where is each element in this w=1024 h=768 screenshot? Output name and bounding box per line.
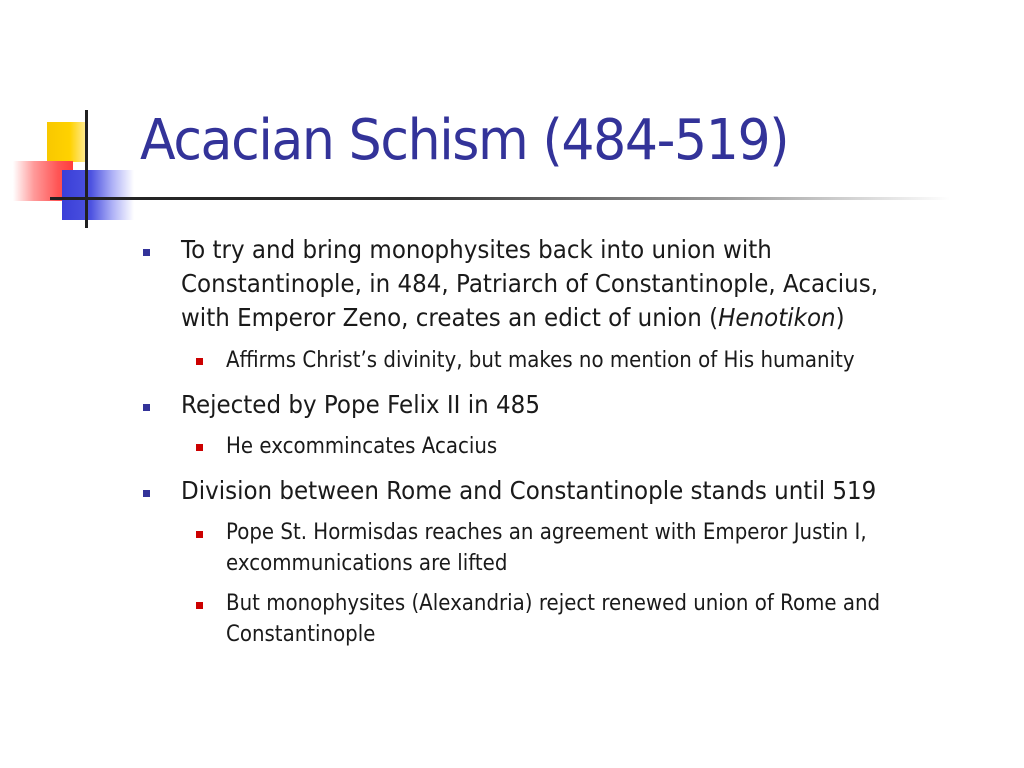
sub-bullet-square-icon [196, 531, 203, 538]
sub-bullet-square-icon [196, 602, 203, 609]
sub-bullet-square-icon [196, 444, 203, 451]
henotikon-term: Henotikon [718, 303, 836, 332]
bullet-1-line-3-close: ) [835, 303, 845, 332]
bullet-square-icon [143, 490, 150, 497]
bullet-1-line-3-text: with Emperor Zeno, creates an edict of union ( [181, 303, 719, 332]
bullet-1-line-3 [181, 301, 845, 335]
bullet-1-line-2: Constantinople, in 484, Patriarch of Constantinople, Acacius, [181, 269, 879, 298]
bullet-square-icon [143, 249, 150, 256]
bullet-3-line-1: Division between Rome and Constantinople stands until 519 [181, 476, 877, 505]
slide-title: Acacian Schism (484-519) [140, 108, 789, 173]
bullet-1-sub-1: Affirms Christ’s divinity, but makes no mention of His humanity [226, 348, 855, 373]
bullet-2-line-1: Rejected by Pope Felix II in 485 [181, 390, 540, 419]
bullet-3-sub-2-line-1: But monophysites (Alexandria) reject renewed union of Rome and [226, 591, 881, 616]
bullet-1-line-1: To try and bring monophysites back into union with [181, 235, 772, 264]
bullet-square-icon [143, 404, 150, 411]
bullet-3-sub-2-line-2: Constantinople [226, 622, 376, 647]
sub-bullet-square-icon [196, 358, 203, 365]
bullet-3-sub-1-line-2: excommunications are lifted [226, 551, 508, 576]
bullet-2-sub-1: He excommincates Acacius [226, 434, 498, 459]
bullet-3-sub-1-line-1: Pope St. Hormisdas reaches an agreement with Emperor Justin I, [226, 520, 867, 545]
